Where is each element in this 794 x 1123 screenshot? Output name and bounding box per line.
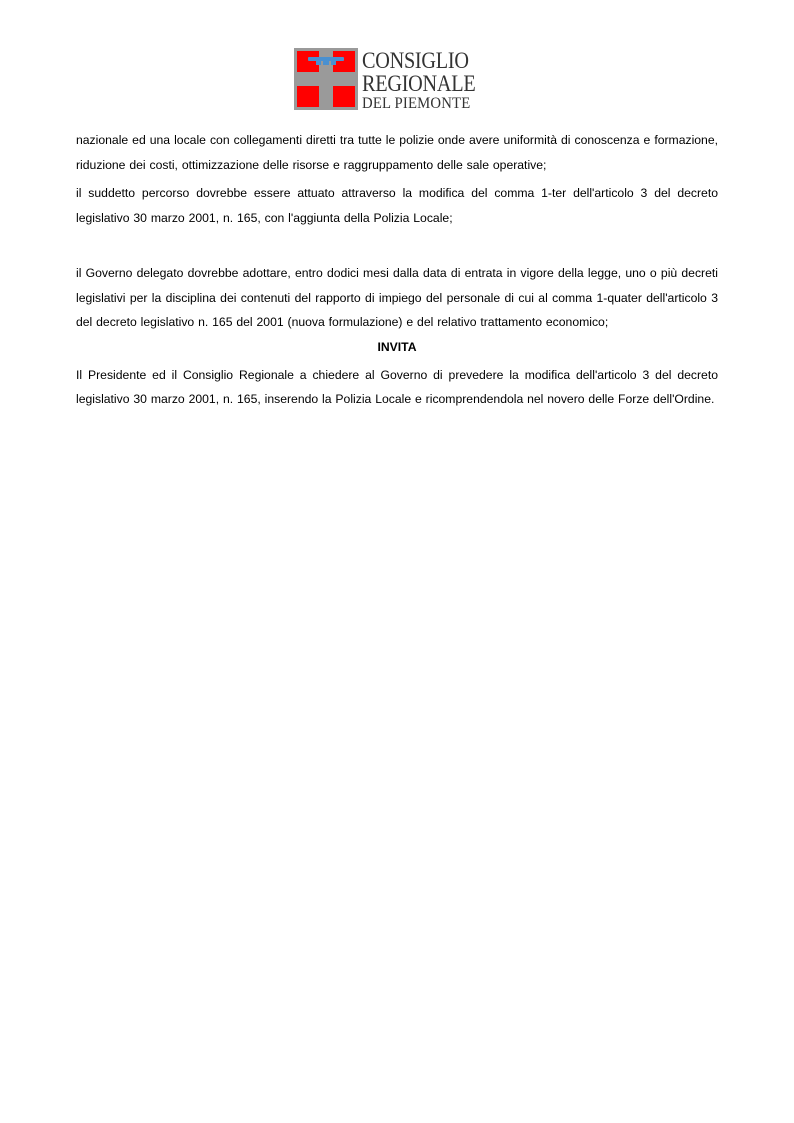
header-logo bbox=[294, 48, 504, 112]
document-body bbox=[76, 128, 718, 412]
section-heading: INVITA bbox=[377, 339, 417, 354]
paragraph-3: il Governo delegato dovrebbe adottare, entro dodici mesi dalla data di entrata in vigore della legge, uno o più decreti legislativi per la disciplina dei contenuti del rapporto di impiego del personale di cui al comma 1-quater dell'articolo 3 del decreto legislativo n. 165 del 2001 (nuova formulazione) e del relativo trattamento economico; bbox=[76, 266, 718, 329]
logo-line-consiglio: CONSIGLIO bbox=[362, 48, 469, 73]
logo-wordmark bbox=[362, 48, 491, 112]
closing-paragraph: Il Presidente ed il Consiglio Regionale a chiedere al Governo di prevedere la modifica dell'articolo 3 del decreto legislativo 30 marzo 2001, n. 165, inserendo la Polizia Locale e ricomprendendola nel novero delle Forze dell'Ordine. bbox=[76, 367, 718, 406]
paragraph-1: nazionale ed una locale con collegamenti diretti tra tutte le polizie onde avere uniformità di conoscenza e formazione, riduzione dei costi, ottimizzazione delle risorse e raggruppamento delle sale operative; bbox=[76, 133, 718, 172]
logo-line-del-piemonte: DEL PIEMONTE bbox=[362, 95, 471, 112]
logo-line-regionale: REGIONALE bbox=[362, 71, 476, 96]
piemonte-coat-of-arms-icon bbox=[294, 48, 358, 110]
paragraph-2: il suddetto percorso dovrebbe essere attuato attraverso la modifica del comma 1-ter dell'articolo 3 del decreto legislativo 30 marzo 2001, n. 165, con l'aggiunta della Polizia Locale; bbox=[76, 186, 718, 225]
